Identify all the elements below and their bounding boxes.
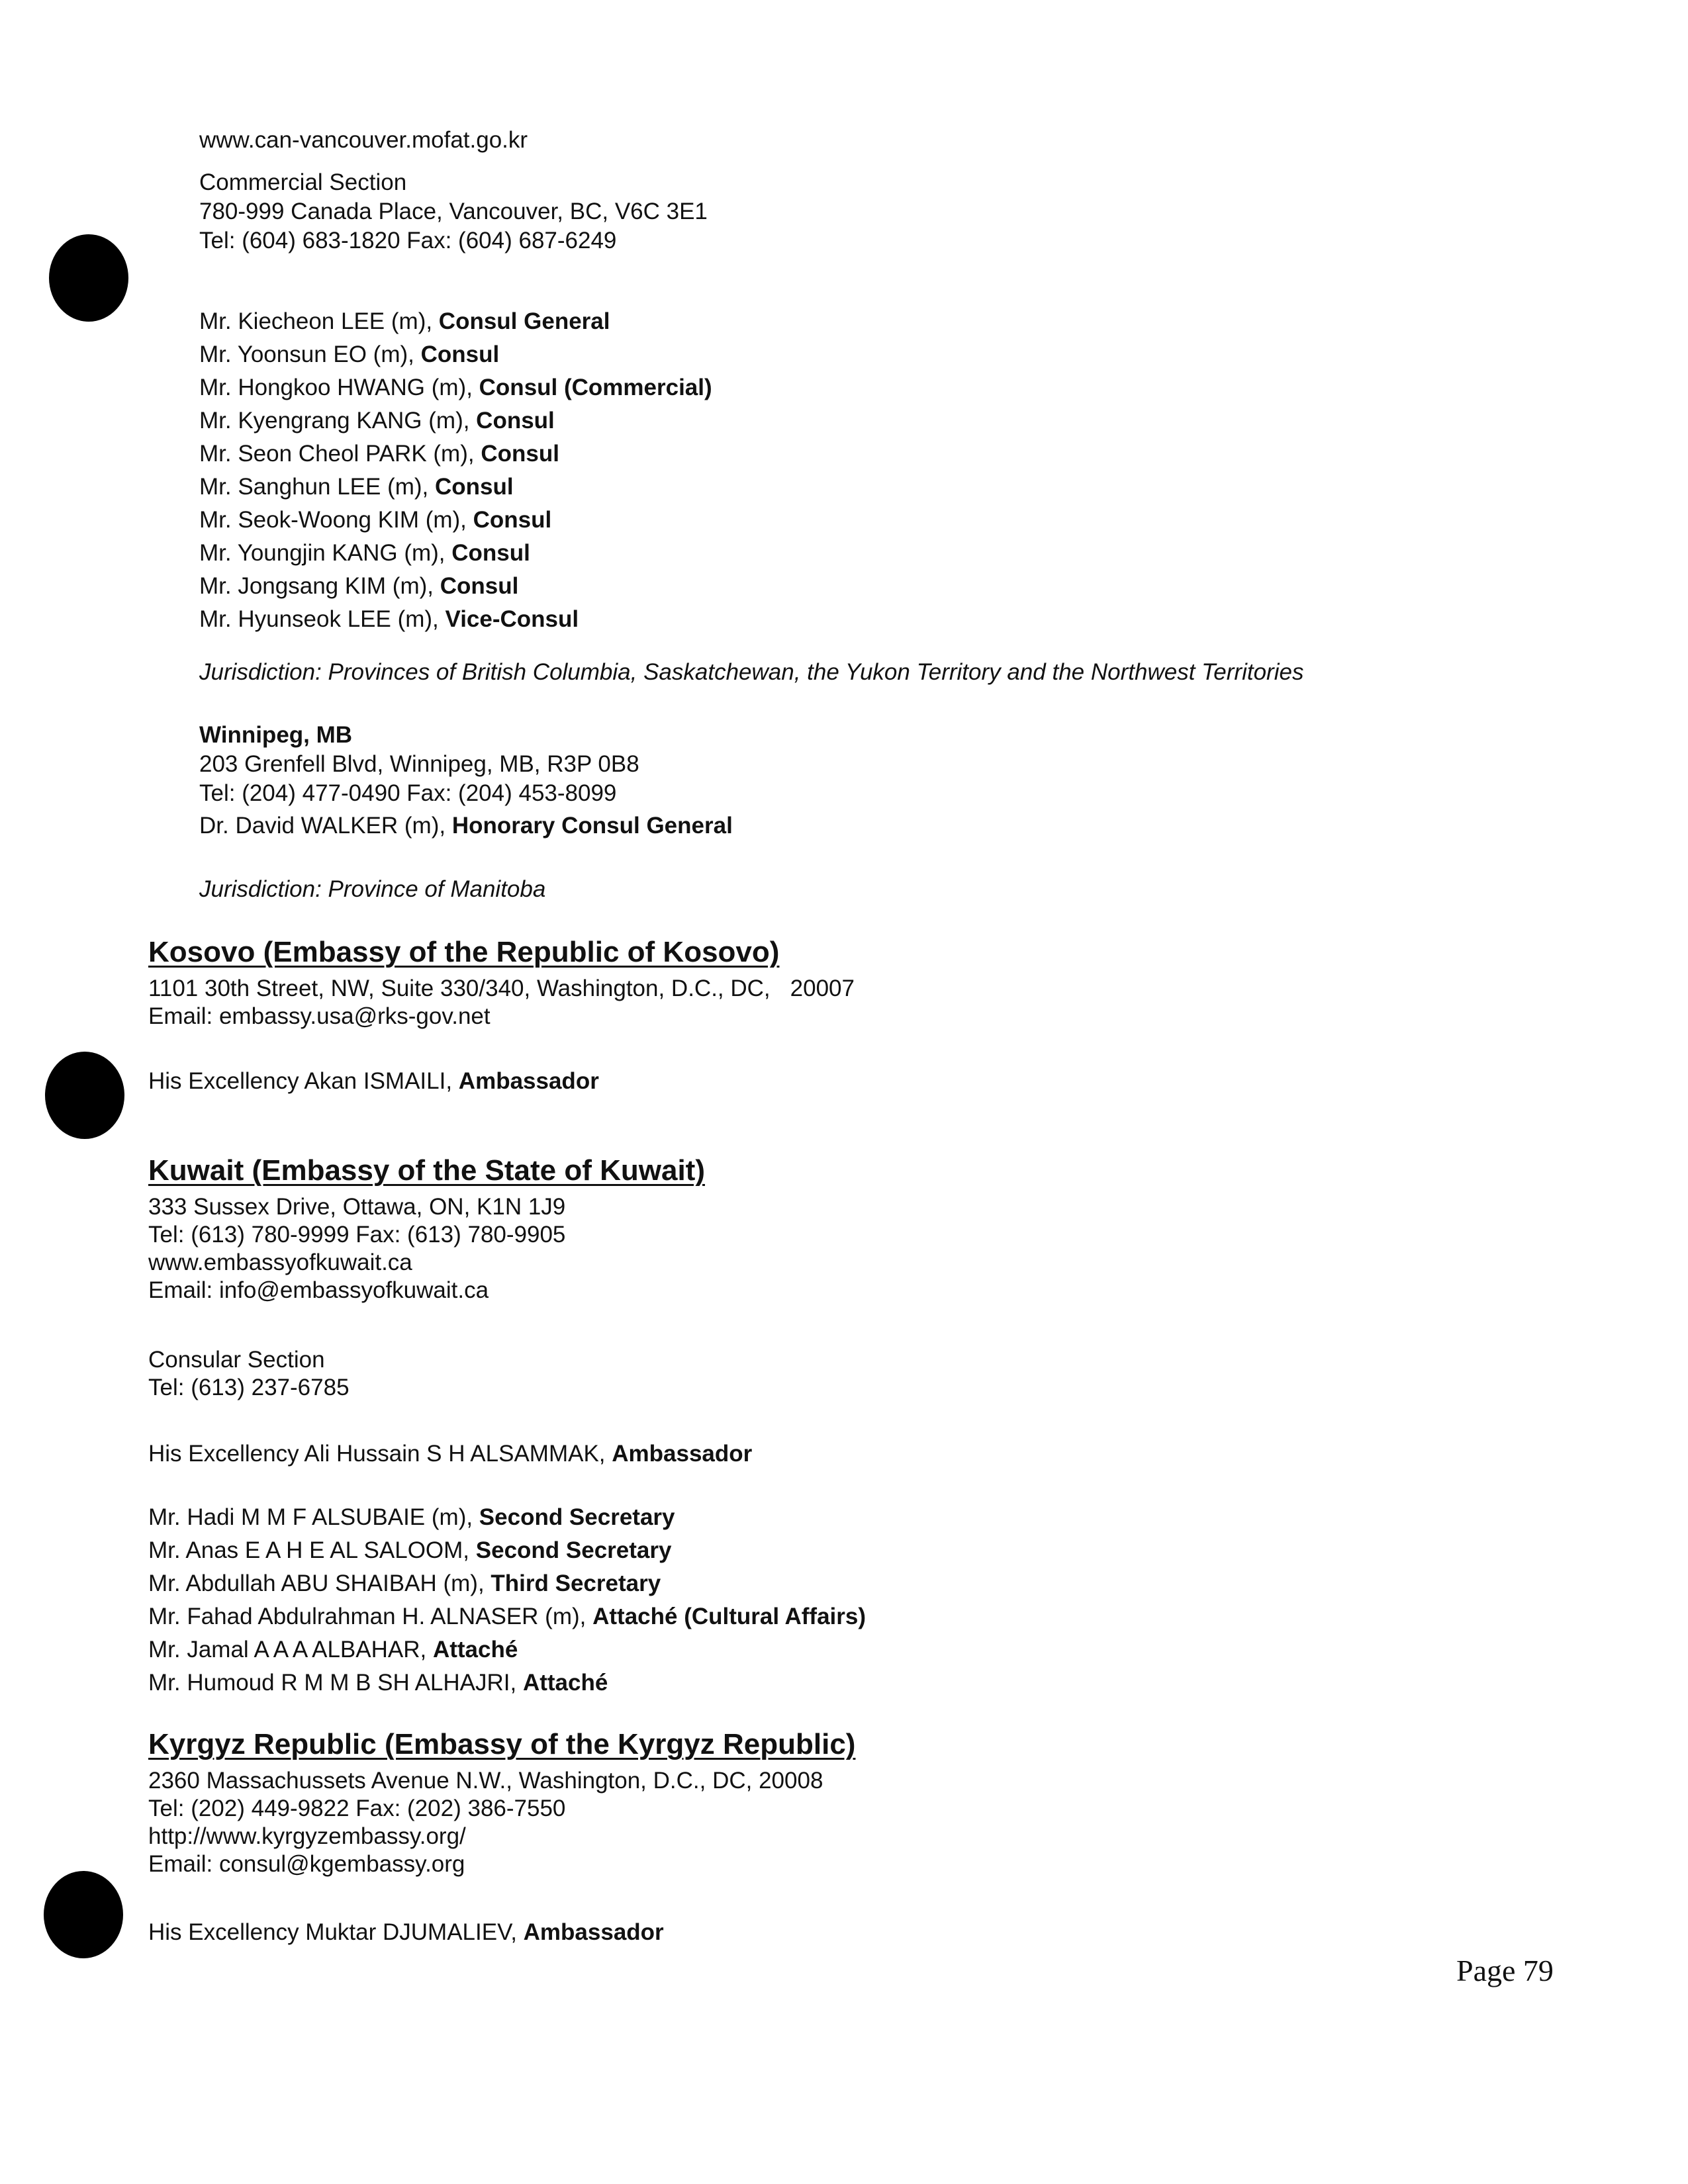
- staff-row: [148, 1567, 866, 1600]
- kuwait-staff-list: [148, 1501, 866, 1700]
- staff-title: Attaché: [432, 1637, 518, 1662]
- page-number: Page 79: [1456, 1954, 1554, 1987]
- winnipeg-address: 203 Grenfell Blvd, Winnipeg, MB, R3P 0B8: [199, 751, 639, 777]
- binder-hole-3: [44, 1871, 123, 1958]
- staff-name: Mr. Sanghun LEE (m),: [199, 474, 435, 500]
- staff-name: Mr. Yoonsun EO (m),: [199, 341, 421, 367]
- winnipeg-consul: Dr. David WALKER (m), Honorary Consul General: [199, 813, 733, 839]
- staff-name: Mr. Jongsang KIM (m),: [199, 573, 440, 599]
- staff-name: Mr. Youngjin KANG (m),: [199, 540, 452, 566]
- staff-row: [148, 1501, 866, 1534]
- staff-row: [148, 1600, 866, 1633]
- staff-title: Second Secretary: [479, 1504, 675, 1530]
- staff-row: [199, 305, 712, 338]
- kuwait-ambassador: His Excellency Ali Hussain S H ALSAMMAK, Ambassador: [148, 1441, 753, 1467]
- staff-title: Consul: [476, 408, 555, 433]
- staff-name: Mr. Seon Cheol PARK (m),: [199, 441, 481, 467]
- staff-title: Attaché (Cultural Affairs): [592, 1604, 867, 1629]
- staff-title: Consul: [451, 540, 530, 566]
- staff-name: Mr. Hyunseok LEE (m),: [199, 606, 445, 632]
- staff-name: Mr. Jamal A A A ALBAHAR,: [148, 1637, 433, 1662]
- kuwait-consular-label: Consular Section: [148, 1347, 325, 1373]
- kyrgyz-website: http://www.kyrgyzembassy.org/: [148, 1823, 466, 1849]
- staff-name: Mr. Hadi M M F ALSUBAIE (m),: [148, 1504, 479, 1530]
- staff-title: Vice-Consul: [445, 606, 579, 632]
- commercial-address: 780-999 Canada Place, Vancouver, BC, V6C 3E1: [199, 199, 708, 224]
- winnipeg-jurisdiction: Jurisdiction: Province of Manitoba: [199, 876, 546, 902]
- kosovo-ambassador: His Excellency Akan ISMAILI, Ambassador: [148, 1068, 599, 1094]
- staff-name: Mr. Hongkoo HWANG (m),: [199, 375, 479, 400]
- staff-row: [199, 371, 712, 404]
- korea-vancouver-website: www.can-vancouver.mofat.go.kr: [199, 127, 528, 153]
- winnipeg-tel: Tel: (204) 477-0490 Fax: (204) 453-8099: [199, 780, 617, 806]
- staff-title: Consul: [434, 474, 514, 500]
- korea-vancouver-staff-list: [199, 305, 712, 636]
- staff-title: Consul: [481, 441, 559, 467]
- kosovo-address-line: 1101 30th Street, NW, Suite 330/340, Washington, D.C., DC, 20007: [148, 976, 855, 1001]
- staff-title: Consul General: [438, 308, 610, 334]
- staff-title: Consul: [420, 341, 500, 367]
- staff-name: Mr. Abdullah ABU SHAIBAH (m),: [148, 1570, 491, 1596]
- commercial-section-label: Commercial Section: [199, 169, 407, 195]
- staff-row: [199, 338, 712, 371]
- staff-name: Mr. Kyengrang KANG (m),: [199, 408, 477, 433]
- kuwait-heading: Kuwait (Embassy of the State of Kuwait): [148, 1154, 705, 1187]
- kyrgyz-tel: Tel: (202) 449-9822 Fax: (202) 386-7550: [148, 1796, 566, 1821]
- staff-row: [199, 537, 712, 570]
- staff-row: [199, 603, 712, 636]
- kyrgyz-ambassador-title: Ambassador: [523, 1919, 664, 1945]
- staff-row: [199, 471, 712, 504]
- staff-title: Consul (Commercial): [479, 375, 712, 400]
- staff-row: [199, 504, 712, 537]
- kosovo-ambassador-title: Ambassador: [458, 1068, 599, 1094]
- korea-vancouver-section: [199, 126, 708, 255]
- binder-hole-1: [49, 234, 128, 322]
- staff-title: Consul: [473, 507, 552, 533]
- kyrgyz-ambassador: His Excellency Muktar DJUMALIEV, Ambassador: [148, 1919, 664, 1945]
- staff-title: Second Secretary: [475, 1537, 672, 1563]
- kuwait-consular-tel: Tel: (613) 237-6785: [148, 1375, 350, 1400]
- staff-row: [199, 437, 712, 471]
- binder-hole-2: [45, 1052, 124, 1139]
- staff-row: [148, 1534, 866, 1567]
- staff-name: Mr. Kiecheon LEE (m),: [199, 308, 439, 334]
- staff-title: Attaché: [522, 1670, 608, 1696]
- staff-row: [199, 404, 712, 437]
- kuwait-website: www.embassyofkuwait.ca: [148, 1250, 412, 1275]
- commercial-tel: Tel: (604) 683-1820 Fax: (604) 687-6249: [199, 228, 617, 253]
- winnipeg-city: Winnipeg, MB: [199, 722, 353, 748]
- staff-row: [148, 1666, 866, 1700]
- staff-name: Mr. Humoud R M M B SH ALHAJRI,: [148, 1670, 523, 1696]
- kuwait-tel: Tel: (613) 780-9999 Fax: (613) 780-9905: [148, 1222, 566, 1248]
- kosovo-email: Email: embassy.usa@rks-gov.net: [148, 1003, 491, 1029]
- kuwait-section: [148, 1193, 565, 1304]
- kyrgyz-section: [148, 1767, 823, 1878]
- kosovo-heading: Kosovo (Embassy of the Republic of Kosovo): [148, 936, 780, 968]
- kyrgyz-heading: Kyrgyz Republic (Embassy of the Kyrgyz Republic): [148, 1728, 856, 1760]
- staff-name: Mr. Seok-Woong KIM (m),: [199, 507, 473, 533]
- staff-row: [148, 1633, 866, 1666]
- kuwait-consular-section: [148, 1346, 350, 1402]
- kyrgyz-email: Email: consul@kgembassy.org: [148, 1851, 465, 1877]
- kyrgyz-address: 2360 Massachussets Avenue N.W., Washington, D.C., DC, 20008: [148, 1768, 823, 1794]
- kuwait-ambassador-title: Ambassador: [612, 1441, 753, 1467]
- kosovo-section: [148, 975, 855, 1030]
- kosovo-zip: 20007: [790, 976, 855, 1001]
- kuwait-address: 333 Sussex Drive, Ottawa, ON, K1N 1J9: [148, 1194, 566, 1220]
- staff-title: Consul: [440, 573, 519, 599]
- staff-name: Mr. Anas E A H E AL SALOOM,: [148, 1537, 476, 1563]
- winnipeg-consul-title: Honorary Consul General: [451, 813, 733, 839]
- korea-winnipeg-section: [199, 721, 733, 841]
- staff-title: Third Secretary: [491, 1570, 661, 1596]
- kuwait-email: Email: info@embassyofkuwait.ca: [148, 1277, 489, 1303]
- korea-vancouver-jurisdiction: Jurisdiction: Provinces of British Columbia, Saskatchewan, the Yukon Territory and the Northwest Territories: [199, 659, 1304, 685]
- staff-name: Mr. Fahad Abdulrahman H. ALNASER (m),: [148, 1604, 593, 1629]
- staff-row: [199, 570, 712, 603]
